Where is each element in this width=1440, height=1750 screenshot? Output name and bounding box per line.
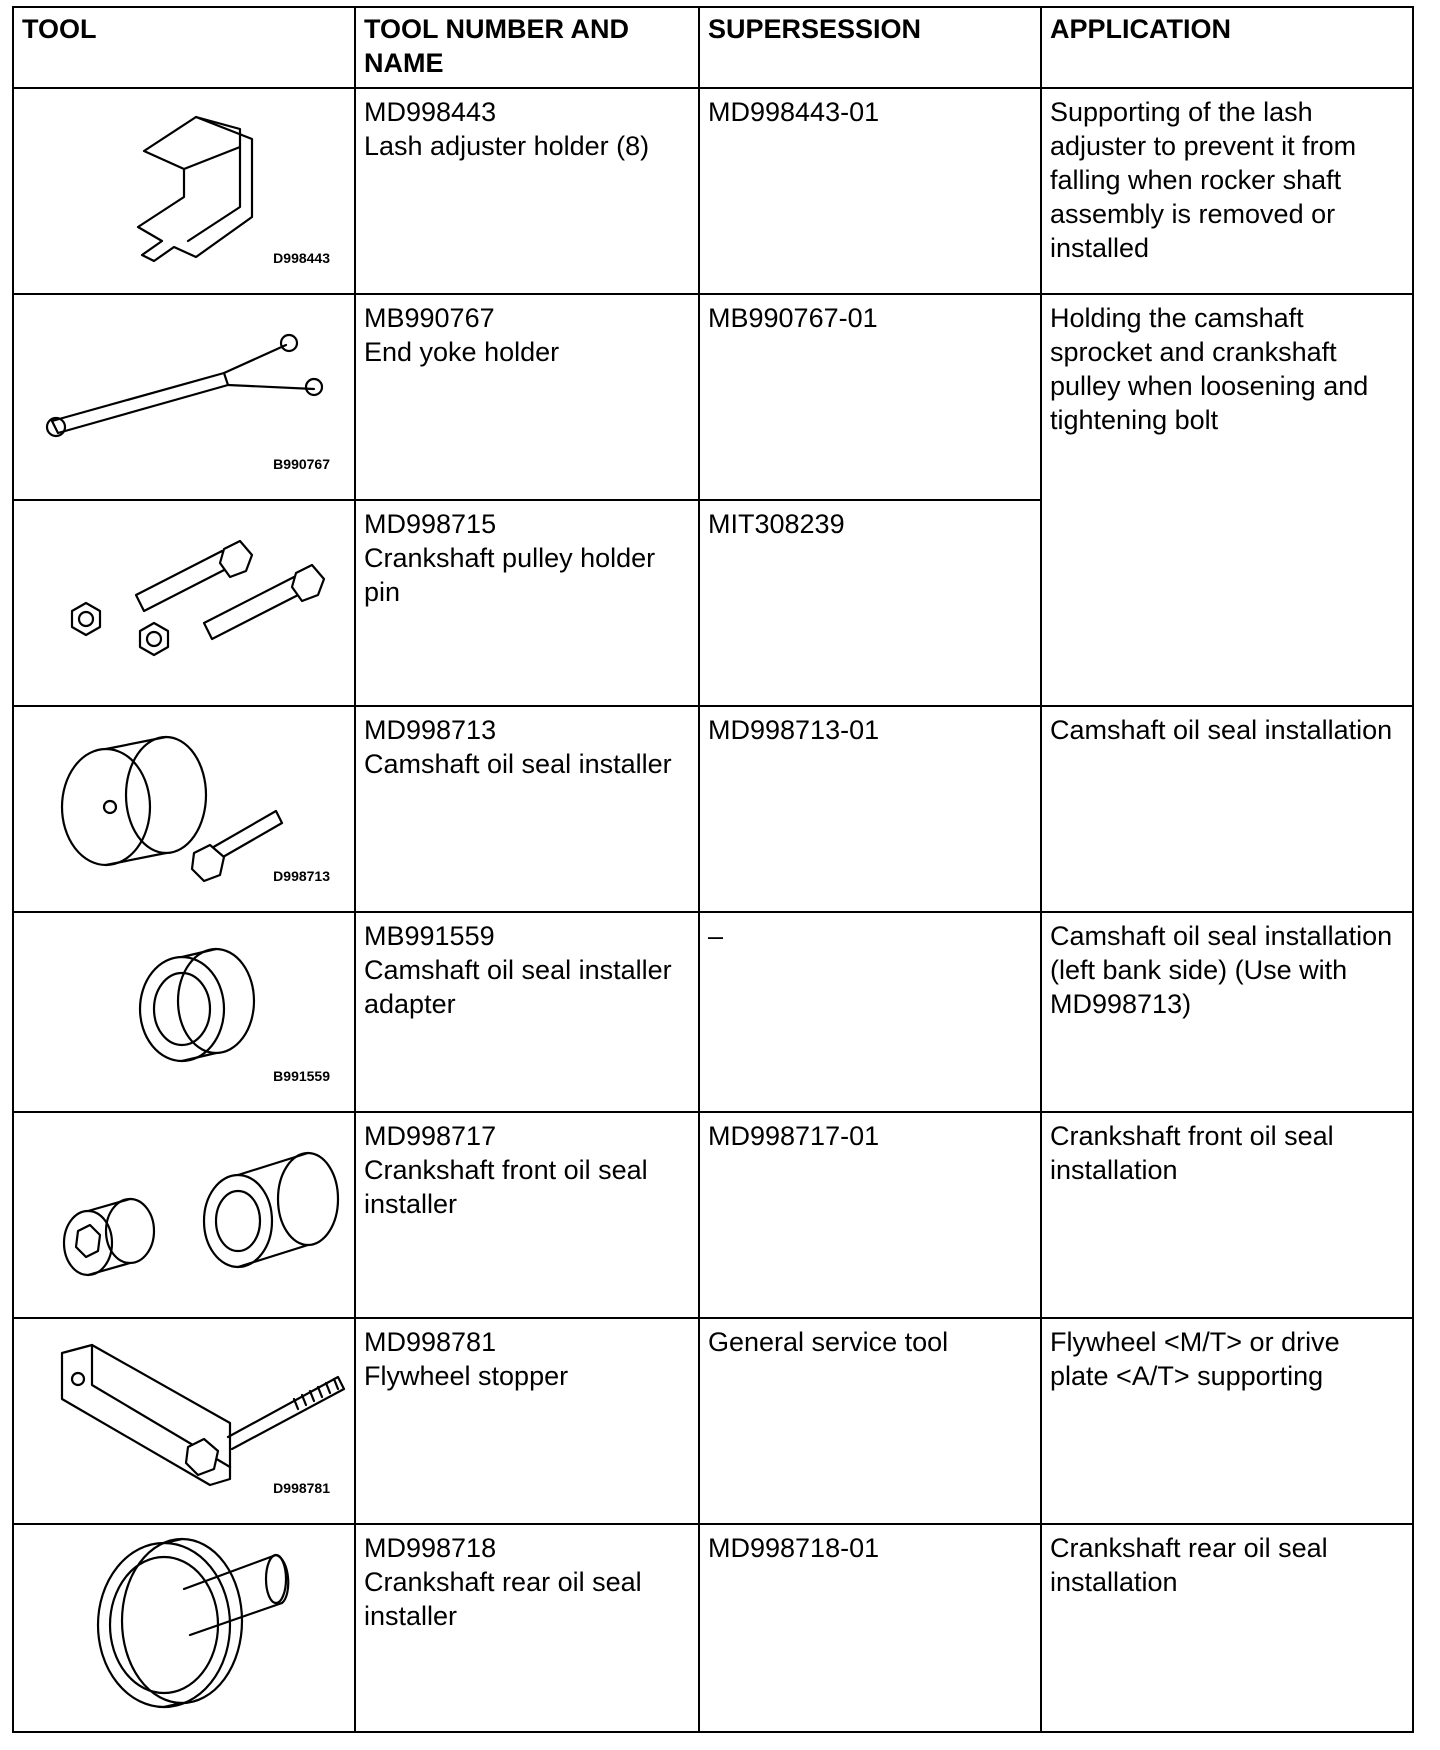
header-application: APPLICATION	[1041, 7, 1413, 88]
tool-number: MD998781	[364, 1327, 497, 1357]
front-seal-installer-icon	[14, 1113, 354, 1311]
tool-number-name-cell	[355, 1524, 699, 1732]
tool-number: MB991559	[364, 921, 495, 951]
header-row	[13, 7, 1413, 88]
table-row	[13, 1524, 1413, 1732]
tool-number: MD998713	[364, 715, 497, 745]
table-row	[13, 706, 1413, 912]
application-cell: Flywheel <M/T> or drive plate <A/T> supporting	[1041, 1318, 1413, 1524]
supersession-cell: MD998443-01	[699, 88, 1041, 294]
application-cell: Camshaft oil seal installation	[1041, 706, 1413, 912]
tool-number-name-cell	[355, 294, 699, 500]
tool-number: MB990767	[364, 303, 495, 333]
supersession-cell: MIT308239	[699, 500, 1041, 706]
application-cell: Holding the camshaft sprocket and crankshaft pulley when loosening and tightening bolt	[1041, 294, 1413, 706]
table-row	[13, 1318, 1413, 1524]
supersession-cell: MD998718-01	[699, 1524, 1041, 1732]
supersession-cell: –	[699, 912, 1041, 1112]
tool-illustration-cell	[13, 1524, 355, 1732]
figure-label: D998443	[273, 250, 330, 266]
tool-number: MD998717	[364, 1121, 497, 1151]
figure-label: D998713	[273, 868, 330, 884]
tool-number-name-cell	[355, 706, 699, 912]
application-cell: Supporting of the lash adjuster to prevent it from falling when rocker shaft assembly is removed or installed	[1041, 88, 1413, 294]
tool-illustration-cell	[13, 88, 355, 294]
tool-name: Crankshaft pulley holder pin	[364, 543, 656, 607]
tool-number-name-cell	[355, 1318, 699, 1524]
tool-number-name-cell	[355, 912, 699, 1112]
special-tools-sheet	[12, 6, 1412, 1736]
tool-illustration-cell	[13, 500, 355, 706]
figure-label: B991559	[273, 1068, 330, 1084]
application-cell: Crankshaft rear oil seal installation	[1041, 1524, 1413, 1732]
header-tool: TOOL	[13, 7, 355, 88]
tool-name: Crankshaft rear oil seal installer	[364, 1567, 642, 1631]
table-row	[13, 294, 1413, 500]
rear-seal-installer-icon	[14, 1525, 354, 1723]
tool-illustration-cell	[13, 1318, 355, 1524]
tool-name: Camshaft oil seal installer	[364, 749, 672, 779]
tool-name: Flywheel stopper	[364, 1361, 569, 1391]
figure-label: B990767	[273, 456, 330, 472]
supersession-cell: MD998713-01	[699, 706, 1041, 912]
tool-name: Camshaft oil seal installer adapter	[364, 955, 672, 1019]
tool-name: Lash adjuster holder (8)	[364, 131, 650, 161]
tool-number-name-cell	[355, 500, 699, 706]
figure-label: D998781	[273, 1480, 330, 1496]
header-tool-number-and-name: TOOL NUMBER AND NAME	[355, 7, 699, 88]
table-row	[13, 1112, 1413, 1318]
tool-number-name-cell	[355, 88, 699, 294]
application-cell: Crankshaft front oil seal installation	[1041, 1112, 1413, 1318]
tool-name: End yoke holder	[364, 337, 560, 367]
tool-illustration-cell	[13, 1112, 355, 1318]
tool-illustration-cell	[13, 294, 355, 500]
tool-number-name-cell	[355, 1112, 699, 1318]
supersession-cell: MD998717-01	[699, 1112, 1041, 1318]
tool-number: MD998715	[364, 509, 497, 539]
special-tools-table	[12, 6, 1414, 1733]
tool-illustration-cell	[13, 706, 355, 912]
supersession-cell: General service tool	[699, 1318, 1041, 1524]
header-supersession: SUPERSESSION	[699, 7, 1041, 88]
tool-illustration-cell	[13, 912, 355, 1112]
table-row	[13, 88, 1413, 294]
table-row	[13, 912, 1413, 1112]
supersession-cell: MB990767-01	[699, 294, 1041, 500]
tool-name: Crankshaft front oil seal installer	[364, 1155, 648, 1219]
tool-number: MD998443	[364, 97, 497, 127]
holder-pin-icon	[14, 501, 354, 699]
application-cell: Camshaft oil seal installation (left bank side) (Use with MD998713)	[1041, 912, 1413, 1112]
tool-number: MD998718	[364, 1533, 497, 1563]
